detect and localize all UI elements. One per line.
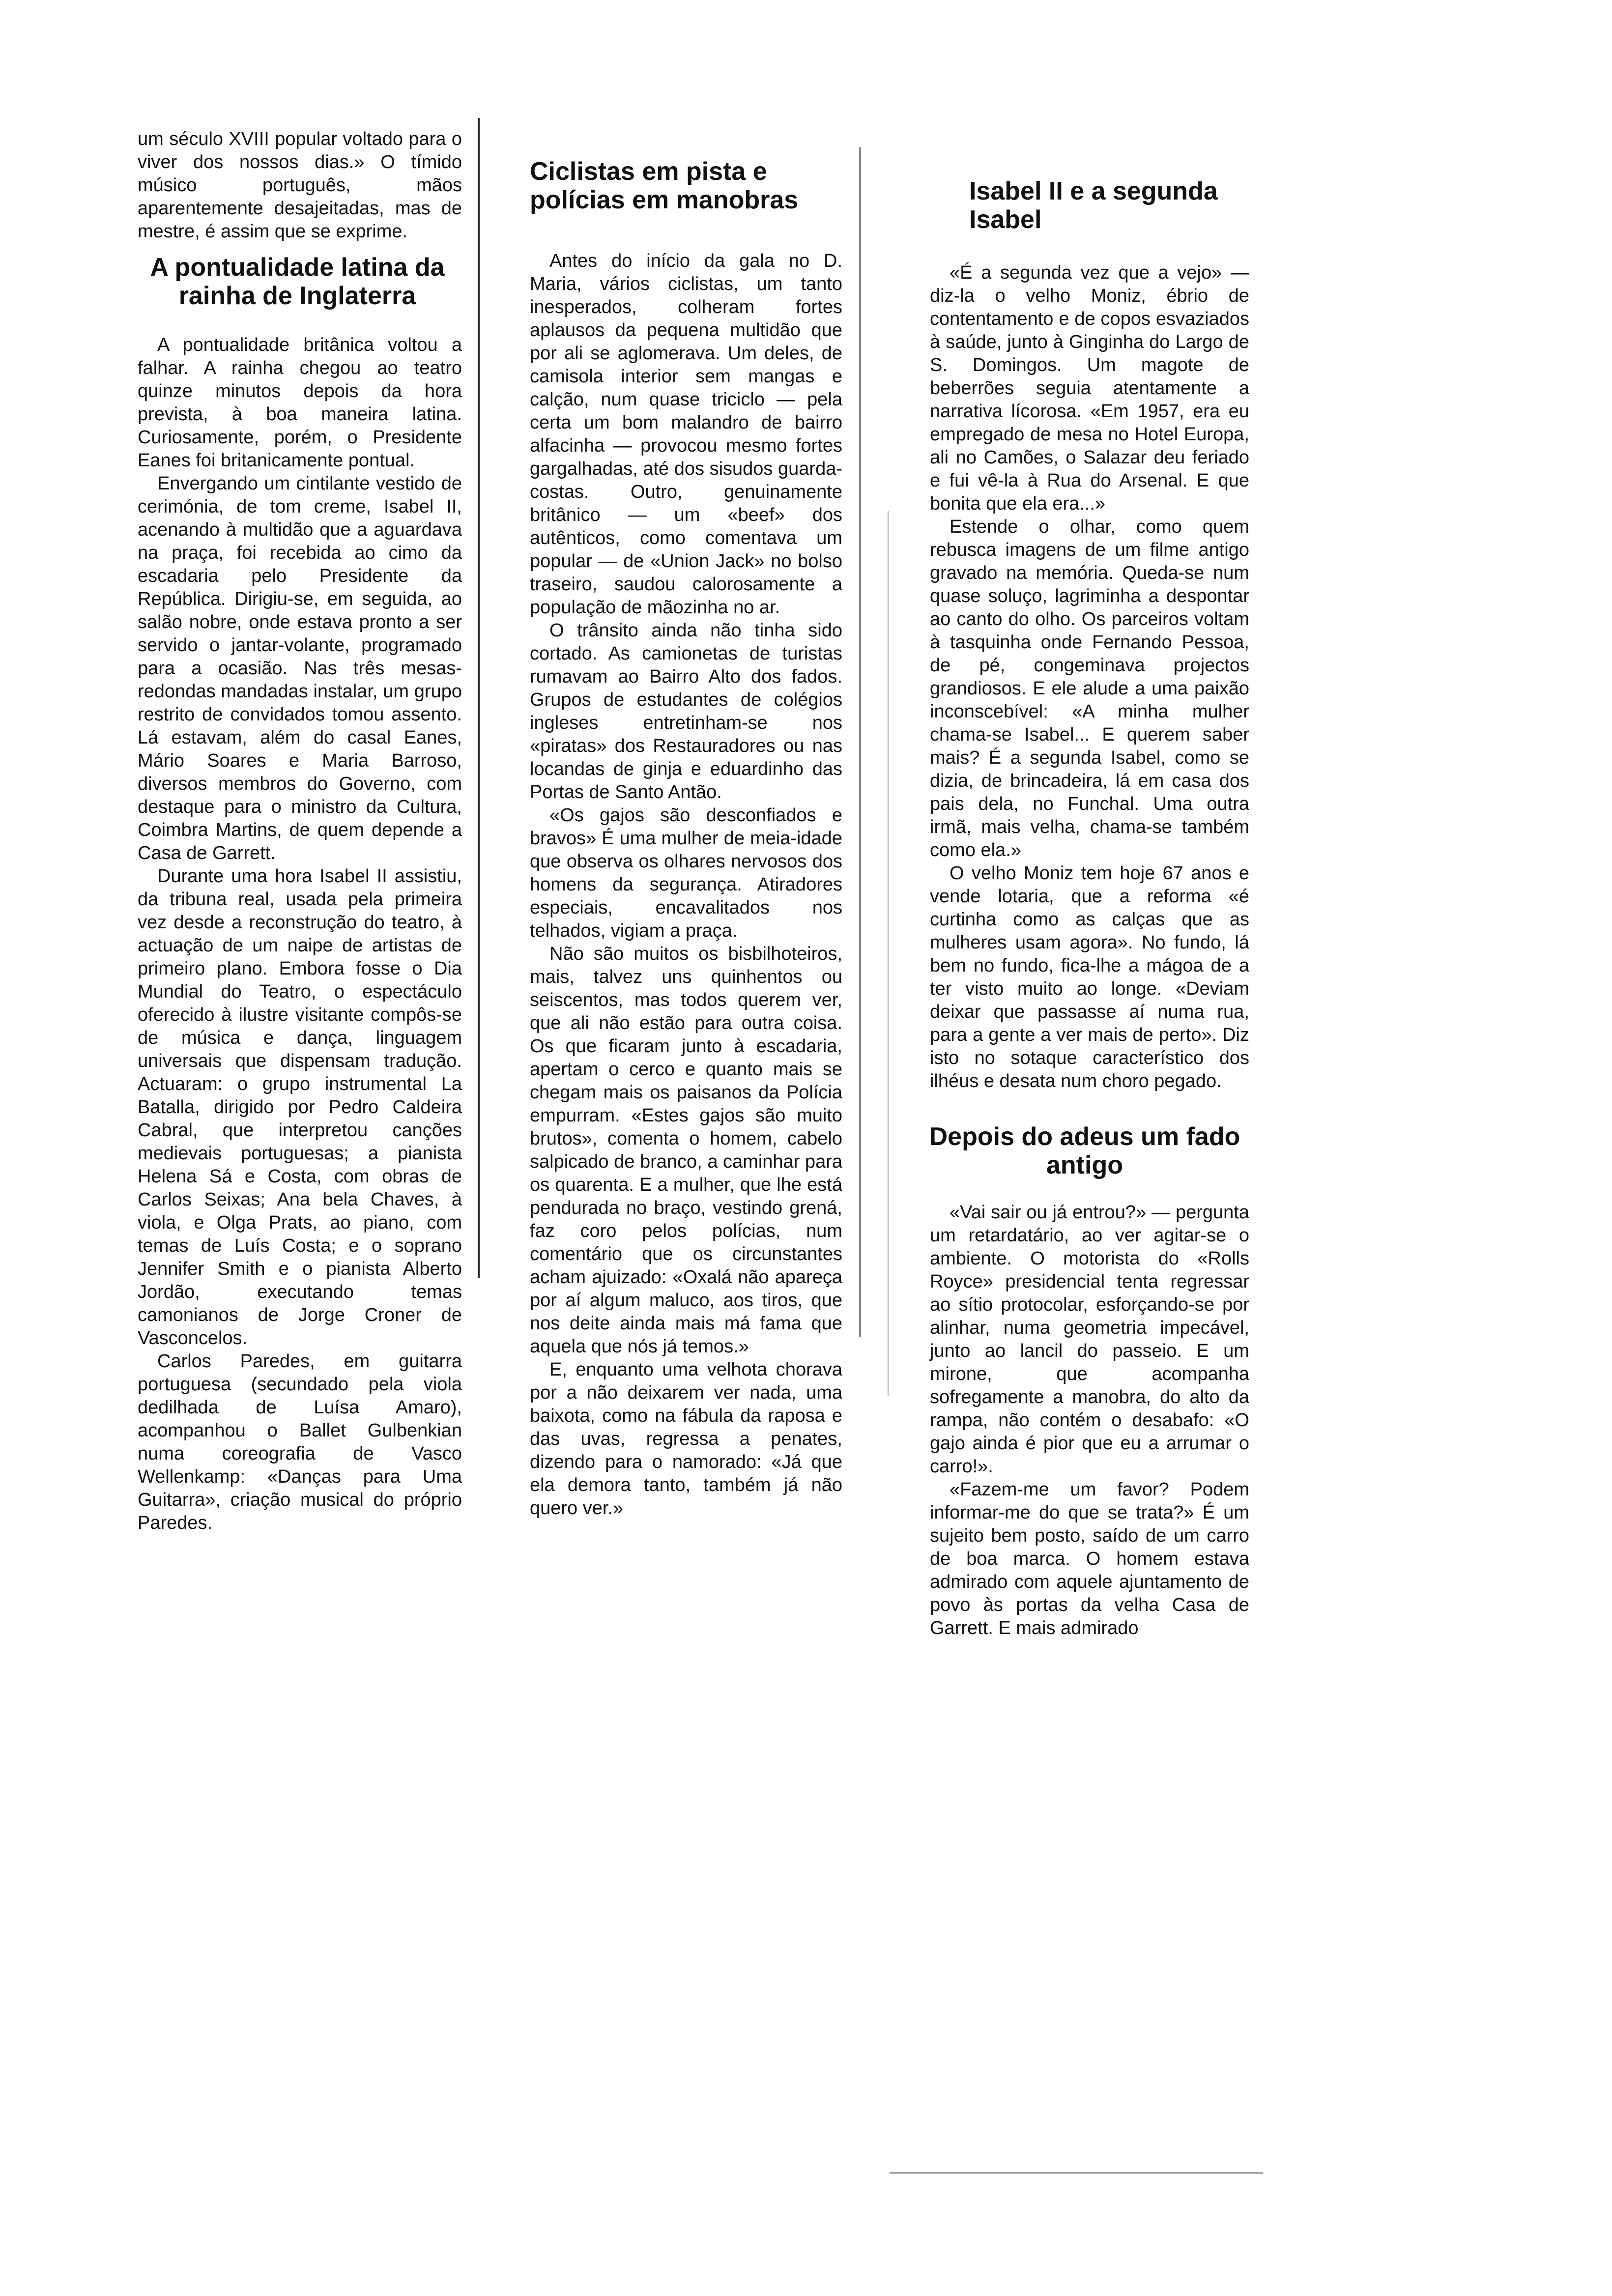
scan-marks — [162, 104, 457, 119]
headline-isabel: Isabel II e a segunda Isabel — [969, 177, 1218, 234]
paragraph: «Fazem-me um favor? Podem informar-me do que se trata?» É um sujeito bem posto, saído de um carro de boa marca. O homem estava admirado com aquele ajuntamento de povo às portas da velha Casa de Garrett. E mais admirado — [930, 1479, 1249, 1638]
column-3 — [930, 177, 1249, 1640]
paragraph: Antes do início da gala no D. Maria, vários ciclistas, um tanto inesperados, colheram fortes aplausos da pequena multidão que por ali se aglomerava. Um deles, de camisola interior sem mangas e calção, num quase triciclo — pela certa um bom malandro de bairro alfacinha — provocou mesmo fortes gargalhadas, até dos sisudos guarda-costas. Outro, genuinamente britânico — um «beef» dos autênticos, como comentava um popular — de «Union Jack» no bolso traseiro, saudou calorosamente a população de mãozinha no ar. — [530, 251, 842, 618]
paragraph: A pontualidade britânica voltou a falhar. A rainha chegou ao teatro quinze minutos depois da hora prevista, à boa maneira latina. Curiosamente, porém, o Presidente Eanes foi britanicamente pontual. — [138, 335, 462, 471]
bottom-rule — [890, 2172, 1263, 2174]
column-rule-left — [478, 118, 480, 1278]
paragraph: Envergando um cintilante vestido de cerimónia, de tom creme, Isabel II, acenando à multidão que a aguardava na praça, foi recebida ao cimo da escadaria pelo Presidente da República. Dirigiu-se, em seguida, ao salão nobre, onde estava pronto a ser servido o jantar-volante, programado para a ocasião. Nas três mesas-redondas mandadas instalar, um grupo restrito de convidados tomou assento. Lá estavam, além do casal Eanes, Mário Soares e Maria Barroso, diversos membros do Governo, com destaque para o ministro da Cultura, Coimbra Martins, de quem depende a Casa de Garrett. — [138, 473, 462, 863]
headline-pontualidade: A pontualidade latina da rainha de Inglaterra — [150, 253, 445, 310]
paragraph: O trânsito ainda não tinha sido cortado. As camionetas de turistas rumavam ao Bairro Alto dos fados. Grupos de estudantes de colégios ingleses entretinham-se nos «piratas» dos Restauradores ou nas locandas de ginja e eduardinho das Portas de Santo Antão. — [530, 620, 842, 803]
paragraph: Carlos Paredes, em guitarra portuguesa (secundado pela viola dedilhada de Luísa Amaro), acompanhou o Ballet Gulbenkian numa coreografia de Vasco Wellenkamp: «Danças para Uma Guitarra», criação musical do próprio Paredes. — [138, 1351, 462, 1533]
paragraph: Não são muitos os bisbilhoteiros, mais, talvez uns quinhentos ou seiscentos, mas todos querem ver, que ali não estão para outra coisa. Os que ficaram junto à escadaria, apertam o cerco e quanto mais se chegam mais os paisanos da Polícia empurram. «Estes gajos são muito brutos», comenta o homem, cabelo salpicado de branco, a caminhar para os quarenta. E a mulher, que lhe está pendurada no braço, vestindo grená, faz coro pelos polícias, num comentário que os circunstantes acham ajuizado: «Oxalá não apareça por aí algum maluco, aos tiros, que nos deite ainda mais má fama que aquela que nós já temos.» — [530, 944, 842, 1357]
column-rule-middle — [859, 147, 861, 1337]
paragraph: um século XVIII popular voltado para o viver dos nossos dias.» O tímido músico português, mãos aparentemente desajeitadas, mas de mestre, é assim que se exprime. — [138, 129, 462, 242]
column-rule-smudge — [888, 511, 889, 1396]
paragraph: «Os gajos são desconfiados e bravos» É uma mulher de meia-idade que observa os olhares nervosos dos homens da segurança. Atiradores especiais, encavalitados nos telhados, vigiam a praça. — [530, 805, 842, 941]
paragraph: «É a segunda vez que a vejo» — diz-la o velho Moniz, ébrio de contentamento e de copos esvaziados à saúde, junto à Ginginha do Largo de S. Domingos. Um magote de beberrões seguia atentamente a narrativa lícorosa. «Em 1957, era eu empregado de mesa no Hotel Europa, ali no Camões, o Salazar deu feriado e fui vê-la à Rua do Arsenal. E que bonita que ela era...» — [930, 262, 1249, 514]
column-1 — [138, 128, 462, 1535]
paragraph: «Vai sair ou já entrou?» — pergunta um retardatário, ao ver agitar-se o ambiente. O motorista do «Rolls Royce» presidencial tenta regressar ao sítio protocolar, esforçando-se por alinhar, numa geometria impecável, junto ao lancil do passeio. E um mirone, que acompanha sofregamente a manobra, do alto da rampa, não contém o desabafo: «O gajo ainda é pior que eu a arrumar o carro!». — [930, 1202, 1249, 1477]
column-2 — [530, 157, 842, 1520]
paragraph: Durante uma hora Isabel II assistiu, da tribuna real, usada pela primeira vez desde a reconstrução do teatro, à actuação de um naipe de artistas de primeiro plano. Embora fosse o Dia Mundial do Teatro, o espectáculo oferecido à ilustre visitante compôs-se de música e dança, linguagem universais que dispensam tradução. Actuaram: o grupo instrumental La Batalla, dirigido por Pedro Caldeira Cabral, que interpretou canções medievais portuguesas; a pianista Helena Sá e Costa, com obras de Carlos Seixas; Ana bela Chaves, à viola, e Olga Prats, ao piano, com temas de Luís Costa; e o soprano Jennifer Smith e o pianista Alberto Jordão, executando temas camonianos de Jorge Croner de Vasconcelos. — [138, 866, 462, 1349]
headline-ciclistas: Ciclistas em pista e polícias em manobras — [530, 157, 799, 214]
paragraph: Estende o olhar, como quem rebusca imagens de um filme antigo gravado na memória. Queda-se num quase soluço, lagriminha a despontar ao canto do olho. Os parceiros voltam à tasquinha onde Fernando Pessoa, de pé, congeminava projectos grandiosos. E ele alude a uma paixão inconscebível: «A minha mulher chama-se Isabel... E querem saber mais? É a segunda Isabel, como se dizia, de brincadeira, lá em casa dos pais dela, no Funchal. Uma outra irmã, mais velha, chama-se também como ela.» — [930, 517, 1249, 861]
headline-depois-do-adeus: Depois do adeus um fado antigo — [929, 1122, 1240, 1179]
paragraph: E, enquanto uma velhota chorava por a não deixarem ver nada, uma baixota, como na fábula da raposa e das uvas, regressa a penates, dizendo para o namorado: «Já que ela demora tanto, também já não quero ver.» — [530, 1359, 842, 1519]
paragraph: O velho Moniz tem hoje 67 anos e vende lotaria, que a reforma «é curtinha como as calças que as mulheres usam agora». No fundo, lá bem no fundo, fica-lhe a mágoa de a ter visto muito ao longe. «Deviam deixar que passasse aí numa rua, para a gente a ver mais de perto». Diz isto no sotaque característico dos ilhéus e desata num choro pegado. — [930, 863, 1249, 1091]
